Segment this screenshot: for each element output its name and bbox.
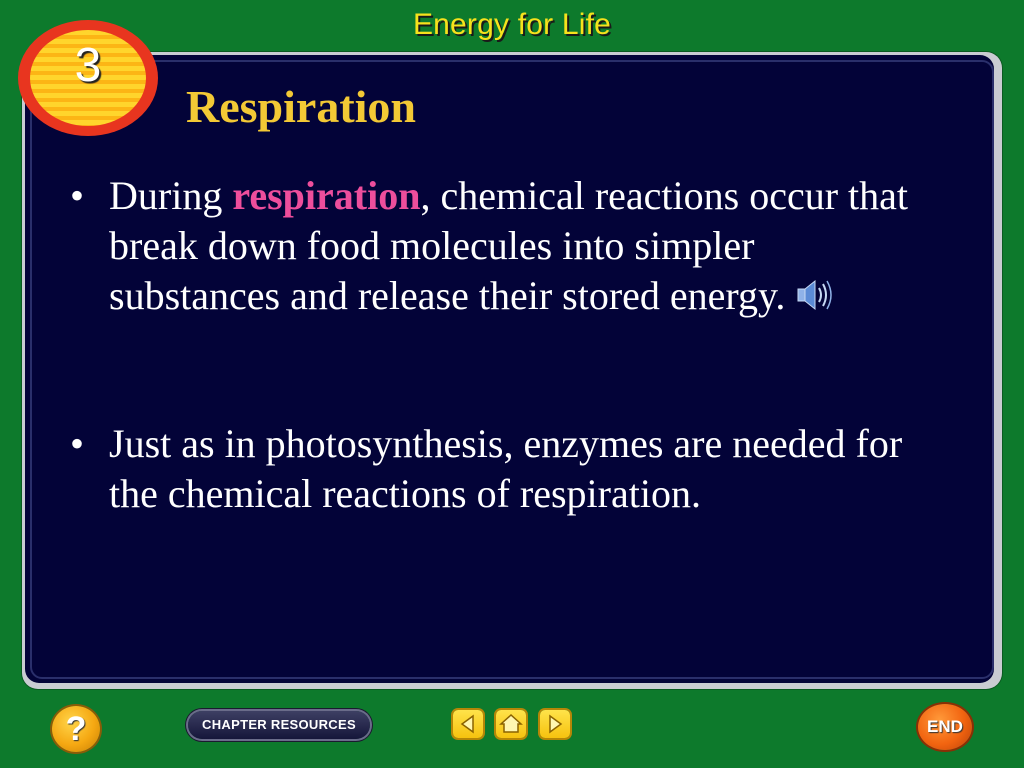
end-button[interactable]: END — [918, 704, 972, 750]
bullet-marker: • — [70, 421, 85, 466]
slide-title: Respiration — [186, 81, 416, 132]
help-button[interactable]: ? — [52, 706, 100, 752]
panel-content-area — [25, 55, 994, 683]
highlighted-term: respiration — [232, 173, 421, 218]
bullet-text-1 — [109, 171, 920, 321]
chapter-number: 3 — [74, 39, 102, 92]
bullet-text-suffix: , chemical reactions occur that break down food molecules into simpler substances and release their stored energy. — [109, 173, 909, 318]
speaker-icon[interactable] — [795, 275, 835, 311]
next-button[interactable] — [540, 710, 570, 738]
main-panel — [22, 52, 1002, 689]
arrow-left-icon — [453, 710, 483, 738]
chapter-badge — [18, 20, 158, 136]
chapter-resources-button[interactable]: CHAPTER RESOURCES — [188, 711, 370, 739]
home-button[interactable] — [496, 710, 526, 738]
header-title: Energy for Life — [412, 8, 612, 41]
bullet-item-1 — [70, 171, 920, 321]
bullet-text-2: Just as in photosynthesis, enzymes are needed for the chemical reactions of respiration. — [109, 421, 903, 516]
previous-button[interactable] — [453, 710, 483, 738]
bullet-item-2 — [70, 419, 920, 519]
bullet-marker: • — [70, 173, 85, 218]
arrow-right-icon — [540, 710, 570, 738]
bullet-text-prefix: During — [109, 173, 233, 218]
home-icon — [496, 710, 526, 738]
